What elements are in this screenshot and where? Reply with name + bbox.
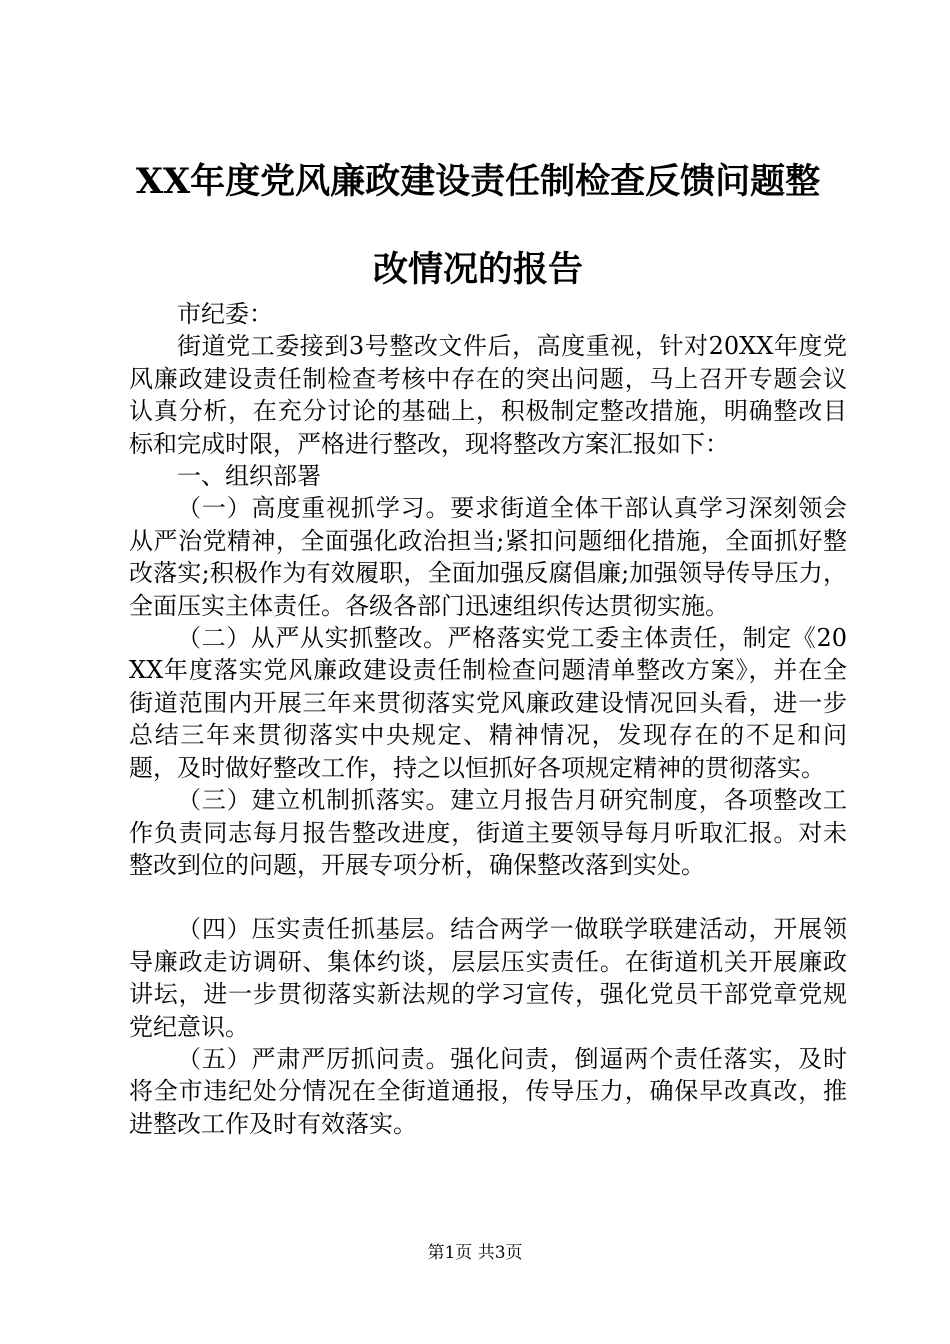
section-heading: 一、组织部署 (177, 462, 321, 491)
document-title-line-1: XX年度党风廉政建设责任制检查反馈问题整 (135, 161, 821, 202)
item-paragraph-2: （二）从严从实抓整改。严格落实党工委主体责任，制定《20XX年度落实党风廉政建设责任制检查问题清单整改方案》，并在全街道范围内开展三年来贯彻落实党风廉政建设情况回头看，进一步总结三年来贯彻落实中央规定、精神情况，发现存在的不足和问题，及时做好整改工作，持之以恒抓好各项规定精神的贯彻落实。 (129, 624, 847, 782)
document-body (129, 298, 847, 1140)
item-paragraph-1: （一）高度重视抓学习。要求街道全体干部认真学习深刻领会从严治党精神，全面强化政治担当;紧扣问题细化措施，全面抓好整改落实;积极作为有效履职，全面加强反腐倡廉;加强领导传导压力，全面压实主体责任。各级各部门迅速组织传达贯彻实施。 (129, 494, 847, 620)
salutation: 市纪委： (177, 300, 273, 328)
item-paragraph-4: （四）压实责任抓基层。结合两学一做联学联建活动，开展领导廉政走访调研、集体约谈，层层压实责任。在街道机关开展廉政讲坛，进一步贯彻落实新法规的学习宣传，强化党员干部党章党规党纪意识。 (129, 915, 847, 1041)
page-number-footer: 第1页 共3页 (427, 1243, 523, 1263)
intro-paragraph: 街道党工委接到3号整改文件后，高度重视，针对20XX年度党风廉政建设责任制检查考核中存在的突出问题，马上召开专题会议认真分析，在充分讨论的基础上，积极制定整改措施，明确整改目标和完成时限，严格进行整改，现将整改方案汇报如下： (129, 332, 847, 458)
item-paragraph-3: （三）建立机制抓落实。建立月报告月研究制度，各项整改工作负责同志每月报告整改进度，街道主要领导每月听取汇报。对未整改到位的问题，开展专项分析，确保整改落到实处。 (129, 786, 847, 879)
item-paragraph-5: （五）严肃严厉抓问责。强化问责，倒逼两个责任落实，及时将全市违纪处分情况在全街道通报，传导压力，确保早改真改，推进整改工作及时有效落实。 (129, 1044, 847, 1138)
document-title-line-2: 改情况的报告 (372, 249, 583, 290)
